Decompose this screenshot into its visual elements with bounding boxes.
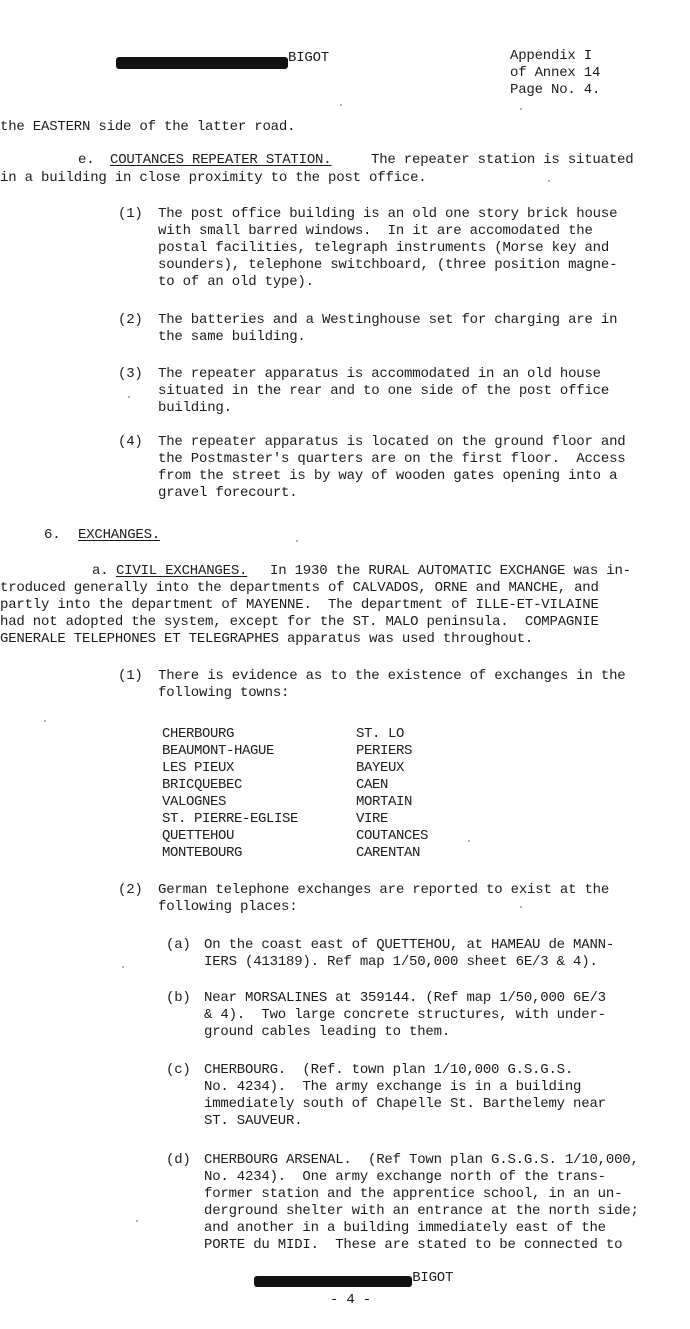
- section-6-number: 6.: [44, 527, 61, 543]
- item-line: to of an old type).: [158, 274, 314, 290]
- item-line: building.: [158, 400, 232, 416]
- subitem-number: (a): [166, 937, 191, 953]
- subitem-line: IERS (413189). Ref map 1/50,000 sheet 6E/3 & 4).: [204, 954, 598, 970]
- town-right: MORTAIN: [356, 794, 413, 810]
- town-left: QUETTEHOU: [162, 828, 235, 844]
- town-right: VIRE: [356, 811, 389, 827]
- subitem-number: (c): [166, 1062, 191, 1078]
- town-right: PERIERS: [356, 743, 413, 759]
- subitem-line: former station and the apprentice school, in an un-: [204, 1186, 623, 1202]
- page-label: Page No. 4.: [510, 82, 601, 98]
- item-number: (2): [118, 312, 143, 328]
- scan-speck: [340, 104, 342, 106]
- town-left: ST. PIERRE-EGLISE: [162, 811, 299, 827]
- item-line: There is evidence as to the existence of exchanges in the: [158, 668, 626, 684]
- subitem-line: No. 4234). The army exchange is in a building: [204, 1079, 582, 1095]
- redaction-bar-bottom: [254, 1276, 412, 1287]
- town-left: CHERBOURG: [162, 726, 235, 742]
- item-line: the same building.: [158, 329, 306, 345]
- town-right: CAEN: [356, 777, 389, 793]
- scan-speck: [296, 540, 298, 542]
- scan-speck: [128, 396, 130, 398]
- intro-line: the EASTERN side of the latter road.: [0, 119, 296, 135]
- subitem-line: PORTE du MIDI. These are stated to be connected to: [204, 1237, 623, 1253]
- item-number: (1): [118, 206, 143, 222]
- scan-speck: [520, 906, 522, 908]
- item-line: The repeater apparatus is located on the ground floor and: [158, 434, 626, 450]
- scan-speck: [122, 966, 124, 968]
- item-line: from the street is by way of wooden gates opening into a: [158, 468, 618, 484]
- section-a-title: CIVIL EXCHANGES.: [116, 563, 248, 579]
- town-left: LES PIEUX: [162, 760, 235, 776]
- item-line: the Postmaster's quarters are on the first floor. Access: [158, 451, 626, 467]
- town-left: VALOGNES: [162, 794, 227, 810]
- subitem-line: & 4). Two large concrete structures, with under-: [204, 1007, 606, 1023]
- scan-speck: [548, 180, 550, 182]
- item-line: with small barred windows. In it are accomodated the: [158, 223, 593, 239]
- item-line: following towns:: [158, 685, 290, 701]
- subitem-number: (b): [166, 990, 191, 1006]
- item-line: German telephone exchanges are reported to exist at the: [158, 882, 610, 898]
- subitem-number: (d): [166, 1152, 191, 1168]
- subitem-line: ground cables leading to them.: [204, 1024, 451, 1040]
- redaction-bar-top: [116, 57, 288, 69]
- section-e-text-rest: in a building in close proximity to the post office.: [0, 170, 427, 186]
- item-number: (1): [118, 668, 143, 684]
- subitem-line: Near MORSALINES at 359144. (Ref map 1/50,000 6E/3: [204, 990, 606, 1006]
- town-left: MONTEBOURG: [162, 845, 243, 861]
- section-e-text-first: The repeater station is situated: [371, 152, 634, 168]
- town-left: BEAUMONT-HAGUE: [162, 743, 275, 759]
- town-right: CARENTAN: [356, 845, 421, 861]
- subitem-line: derground shelter with an entrance at the north side;: [204, 1203, 639, 1219]
- item-line: following places:: [158, 899, 298, 915]
- item-line: sounders), telephone switchboard, (three position magne-: [158, 257, 618, 273]
- item-line: postal facilities, telegraph instruments (Morse key and: [158, 240, 610, 256]
- item-number: (4): [118, 434, 143, 450]
- section-a-line: troduced generally into the departments of CALVADOS, ORNE and MANCHE, and: [0, 580, 599, 596]
- town-right: ST. LO: [356, 726, 405, 742]
- scan-speck: [468, 840, 470, 842]
- header-classification: BIGOT: [288, 50, 330, 66]
- page-number: - 4 -: [330, 1292, 372, 1308]
- scan-speck: [520, 108, 522, 110]
- item-line: situated in the rear and to one side of the post office: [158, 383, 610, 399]
- item-number: (3): [118, 366, 143, 382]
- annex-label: of Annex 14: [510, 65, 601, 81]
- section-6-title: EXCHANGES.: [78, 527, 161, 543]
- section-a-line: had not adopted the system, except for the ST. MALO peninsula. COMPAGNIE: [0, 614, 599, 630]
- item-line: The post office building is an old one story brick house: [158, 206, 618, 222]
- town-right: BAYEUX: [356, 760, 405, 776]
- subitem-line: immediately south of Chapelle St. Barthelemy near: [204, 1096, 606, 1112]
- section-a-line: partly into the department of MAYENNE. The department of ILLE-ET-VILAINE: [0, 597, 599, 613]
- item-line: gravel forecourt.: [158, 485, 298, 501]
- subitem-line: CHERBOURG. (Ref. town plan 1/10,000 G.S.G.S.: [204, 1062, 574, 1078]
- scan-speck: [136, 1220, 138, 1222]
- item-line: The batteries and a Westinghouse set for charging are in: [158, 312, 618, 328]
- section-a-first-line: In 1930 the RURAL AUTOMATIC EXCHANGE was in-: [270, 563, 631, 579]
- subitem-line: No. 4234). One army exchange north of the trans-: [204, 1169, 606, 1185]
- section-a-letter: a.: [92, 563, 109, 579]
- scan-speck: [44, 720, 46, 722]
- subitem-line: and another in a building immediately east of the: [204, 1220, 606, 1236]
- item-number: (2): [118, 882, 143, 898]
- section-e-letter: e.: [78, 152, 95, 168]
- subitem-line: CHERBOURG ARSENAL. (Ref Town plan G.S.G.S. 1/10,000,: [204, 1152, 639, 1168]
- section-e-title: COUTANCES REPEATER STATION.: [110, 152, 332, 168]
- subitem-line: On the coast east of QUETTEHOU, at HAMEAU de MANN-: [204, 937, 615, 953]
- item-line: The repeater apparatus is accommodated in an old house: [158, 366, 601, 382]
- section-a-line: GENERALE TELEPHONES ET TELEGRAPHES apparatus was used throughout.: [0, 631, 534, 647]
- footer-classification: -BIGOT: [404, 1270, 454, 1286]
- town-right: COUTANCES: [356, 828, 429, 844]
- appendix-label: Appendix I: [510, 48, 593, 64]
- town-left: BRICQUEBEC: [162, 777, 243, 793]
- subitem-line: ST. SAUVEUR.: [204, 1113, 303, 1129]
